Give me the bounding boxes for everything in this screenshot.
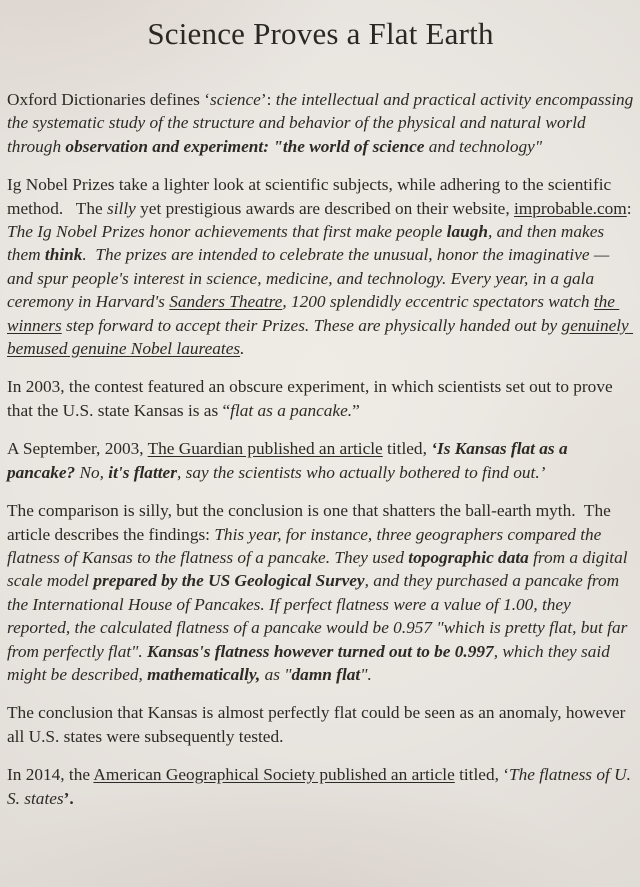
text-run: ".: [360, 664, 372, 684]
text-run: , and they purchased a pancake from the International House of Pancakes. If perfect flatness were a value of 1.00, they reported, the calculated flatness of a pancake would be 0.957 "which is pretty flat, but far from perfectly flat".: [7, 571, 632, 661]
text-run: think: [44, 245, 83, 265]
paragraph: [7, 701, 634, 748]
paragraph: [7, 88, 638, 158]
text-run: Oxford Dictionaries defines ‘: [7, 90, 210, 109]
text-run: titled, ‘: [454, 765, 509, 785]
text-run: prepared by the US Geological Survey: [93, 571, 365, 591]
text-run: , 1200 splendidly eccentric spectators watch: [282, 292, 594, 312]
text-run: In 2003, the contest featured an obscure experiment, in which scientists set out to prove that the U.S. state Kansas is as “: [7, 377, 617, 420]
text-run: mathematically,: [147, 664, 261, 684]
text-run: The flatness of U. S. states: [7, 765, 636, 808]
text-run: damn flat: [291, 664, 361, 684]
inline-link[interactable]: improbable.com: [513, 198, 627, 218]
text-run: flat as a pancake.: [230, 400, 353, 420]
text-run: observation and experiment: "the world of science: [65, 136, 425, 156]
inline-link[interactable]: American Geographical Society published an article: [93, 765, 455, 785]
text-run: step forward to accept their Prizes. These are physically handed out by: [61, 315, 562, 335]
paragraph: [7, 437, 634, 484]
text-run: , and then makes them: [7, 222, 609, 265]
text-run: the intellectual and practical activity encompassing the systematic study of the structure and behavior of the physical and natural world through: [7, 90, 638, 156]
text-run: ’:: [260, 90, 276, 109]
text-run: .: [240, 339, 245, 359]
text-run: , say the scientists who actually bothered to find out.’: [176, 462, 546, 482]
text-run: yet prestigious awards are described on their website,: [135, 198, 514, 218]
text-run: The comparison is silly, but the conclusion is one that shatters the ball-earth myth. The article describes the findings:: [7, 501, 616, 544]
text-run: ’.: [63, 788, 74, 808]
page-title: Science Proves a Flat Earth: [147, 16, 494, 51]
text-run: silly: [107, 198, 136, 218]
inline-link[interactable]: Sanders Theatre: [169, 292, 283, 312]
text-run: laugh: [446, 222, 488, 242]
text-run: ”: [352, 400, 360, 420]
text-run: :: [626, 198, 636, 218]
inline-link[interactable]: The Guardian published an article: [147, 439, 383, 459]
text-run: ‘Is Kansas flat as a pancake?: [7, 439, 572, 482]
paragraph: [7, 763, 634, 810]
document-body: [7, 88, 638, 810]
text-run: and technology": [424, 136, 543, 156]
text-run: In 2014, the: [7, 765, 94, 785]
paragraph: [7, 499, 634, 686]
text-run: A September, 2003,: [7, 439, 148, 459]
inline-link[interactable]: genuinely bemused genuine Nobel laureates: [7, 315, 634, 359]
text-run: No,: [75, 462, 109, 482]
paragraph: [7, 173, 634, 360]
text-run: from a digital scale model: [7, 547, 632, 591]
inline-link[interactable]: the winners: [7, 292, 620, 335]
text-run: science: [210, 90, 261, 109]
text-run: Kansas's flatness however turned out to be 0.997: [147, 641, 494, 661]
text-run: it's flatter: [108, 462, 177, 482]
text-run: , which they said might be described,: [7, 641, 615, 684]
text-run: Ig Nobel Prizes take a lighter look at scientific subjects, while adhering to the scientific method. The: [7, 175, 616, 218]
text-run: The Ig Nobel Prizes honor achievements that first make people: [7, 222, 447, 242]
text-run: as ": [260, 664, 292, 684]
paragraph: [7, 375, 634, 422]
text-run: The conclusion that Kansas is almost perfectly flat could be seen as an anomaly, however all U.S. states were subsequently tested.: [7, 703, 630, 746]
text-run: topographic data: [408, 547, 529, 567]
text-run: This year, for instance, three geographers compared the flatness of Kansas to the flatness of a pancake. They used: [7, 524, 606, 567]
text-run: titled,: [382, 439, 432, 459]
text-run: . The prizes are intended to celebrate the unusual, honor the imaginative — and spur people's interest in science, medicine, and technology. Every year, in a gala ceremony in Harvard's: [7, 245, 614, 312]
